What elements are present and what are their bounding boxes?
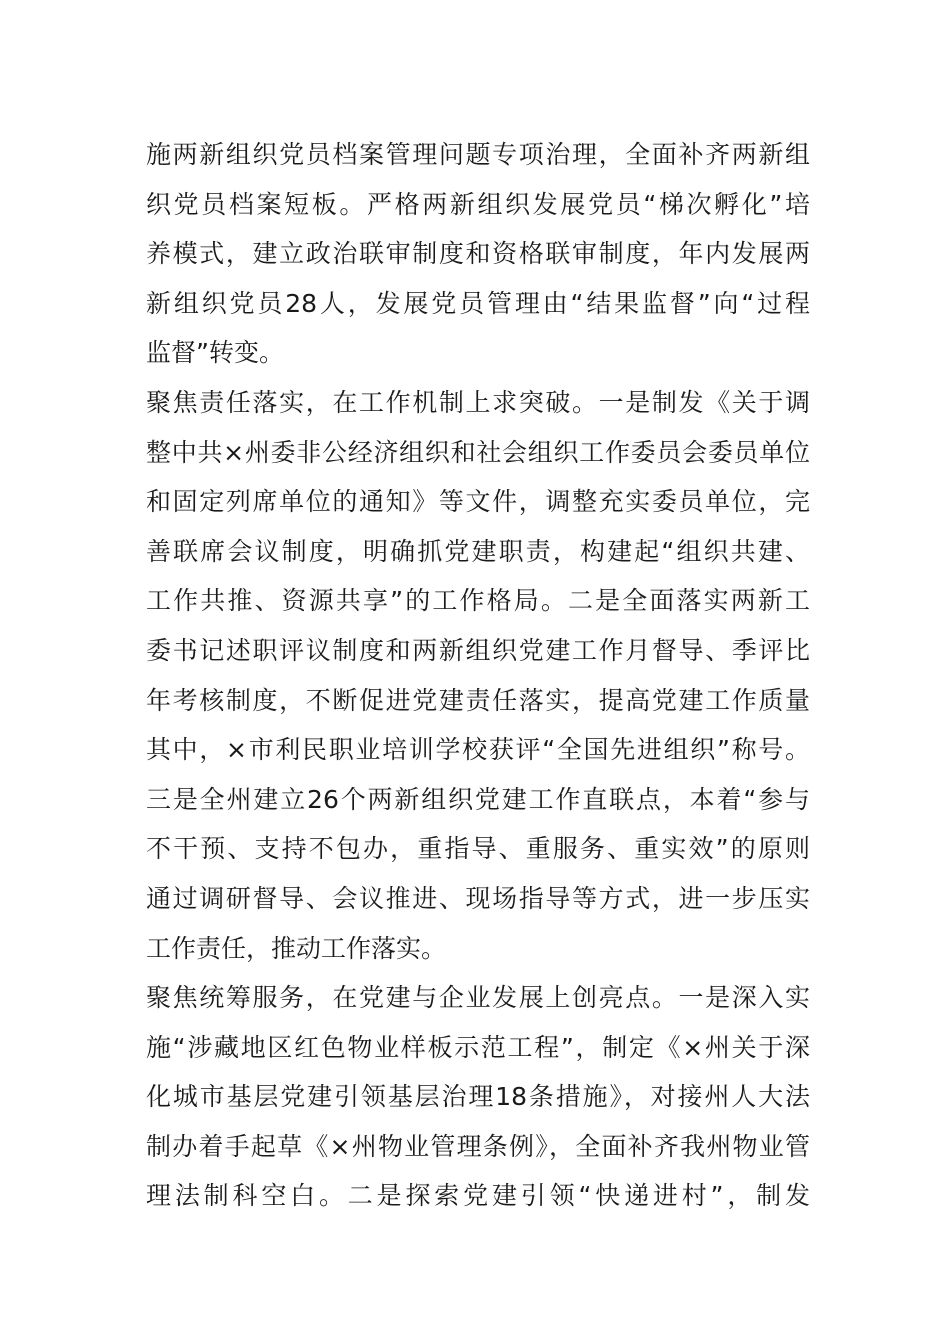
text-line: 施“涉藏地区红色物业样板示范工程”，制定《×州关于深 bbox=[146, 1032, 810, 1062]
text-line: 和固定列席单位的通知》等文件，调整充实委员单位，完 bbox=[146, 487, 810, 517]
text-line: 聚焦统筹服务，在党建与企业发展上创亮点。一是深入实 bbox=[146, 983, 810, 1013]
text-line: 工作责任，推动工作落实。 bbox=[146, 933, 447, 963]
text-line: 通过调研督导、会议推进、现场指导等方式，进一步压实 bbox=[146, 883, 810, 913]
text-line: 善联席会议制度，明确抓党建职责，构建起“组织共建、 bbox=[146, 536, 810, 566]
body-text bbox=[146, 130, 810, 1221]
text-line: 聚焦责任落实，在工作机制上求突破。一是制发《关于调 bbox=[146, 387, 810, 417]
text-line: 织党员档案短板。严格两新组织发展党员“梯次孵化”培 bbox=[146, 189, 810, 219]
text-line: 不干预、支持不包办，重指导、重服务、重实效”的原则 bbox=[146, 834, 810, 864]
text-line: 其中，×市利民职业培训学校获评“全国先进组织”称号。 bbox=[146, 735, 810, 765]
text-line: 年考核制度，不断促进党建责任落实，提高党建工作质量 bbox=[146, 685, 810, 715]
text-line: 三是全州建立26个两新组织党建工作直联点，本着“参与 bbox=[146, 784, 810, 814]
text-line: 制办着手起草《×州物业管理条例》，全面补齐我州物业管 bbox=[146, 1131, 810, 1161]
text-line: 施两新组织党员档案管理问题专项治理，全面补齐两新组 bbox=[146, 140, 810, 169]
text-line: 工作共推、资源共享”的工作格局。二是全面落实两新工 bbox=[146, 586, 810, 616]
text-line: 化城市基层党建引领基层治理18条措施》，对接州人大法 bbox=[146, 1082, 810, 1112]
text-line: 委书记述职评议制度和两新组织党建工作月督导、季评比 bbox=[146, 635, 810, 665]
text-line: 养模式，建立政治联审制度和资格联审制度，年内发展两 bbox=[146, 239, 810, 269]
text-line: 整中共×州委非公经济组织和社会组织工作委员会委员单位 bbox=[146, 437, 810, 467]
text-line: 新组织党员28人，发展党员管理由“结果监督”向“过程 bbox=[146, 288, 810, 318]
text-line: 监督”转变。 bbox=[146, 338, 284, 368]
text-line: 理法制科空白。二是探索党建引领“快递进村”，制发 bbox=[146, 1181, 810, 1211]
